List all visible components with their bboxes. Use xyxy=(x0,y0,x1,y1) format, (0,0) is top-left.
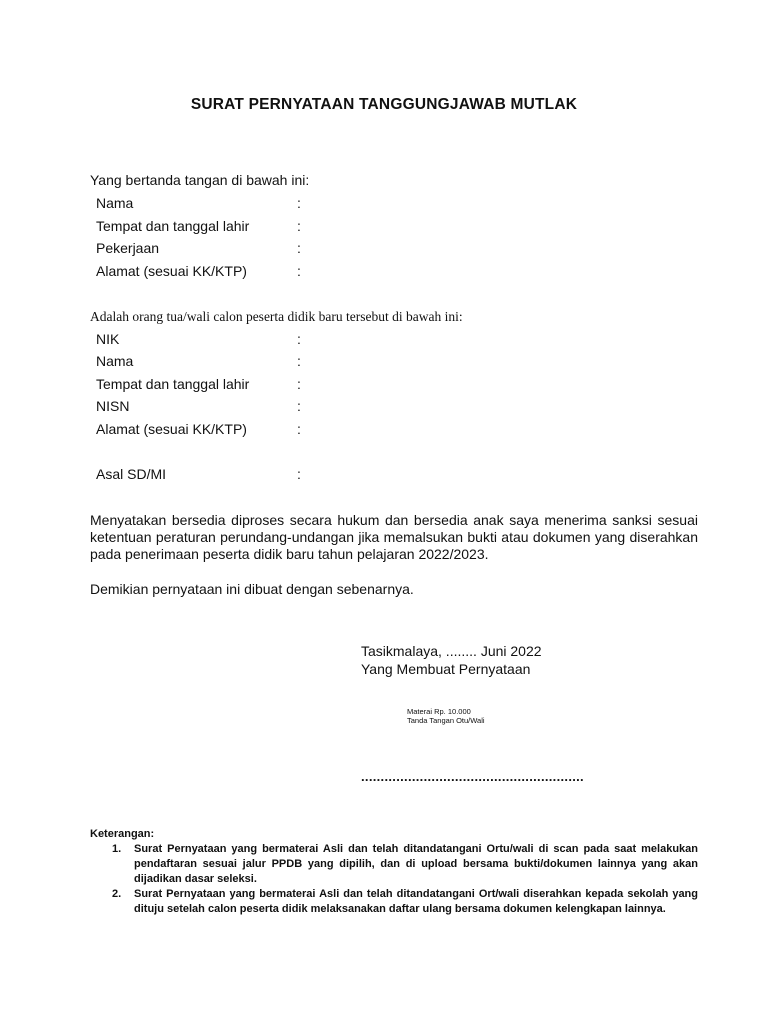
field-colon: : xyxy=(297,195,301,211)
note-item xyxy=(90,842,698,887)
note-text: Surat Pernyataan yang bermaterai Asli dan telah ditandatangani Ortu/wali di scan pada saat melakukan pendaftaran sesuai jalur PPDB yang dipilih, dan di upload bersama bukti/dokumen lainnya yang akan dijadikan dasar seleksi. xyxy=(134,843,698,885)
note-number: 2. xyxy=(112,888,122,900)
stamp-note: Materai Rp. 10.000 xyxy=(407,707,471,716)
field-colon: : xyxy=(297,240,301,256)
signature-line: ......................................................... xyxy=(361,769,584,784)
field-label: Tempat dan tanggal lahir xyxy=(96,376,250,392)
field-label: NISN xyxy=(96,398,130,414)
field-colon: : xyxy=(297,376,301,392)
closing-text: Demikian pernyataan ini dibuat dengan sebenarnya. xyxy=(90,581,414,597)
intro-text: Yang bertanda tangan di bawah ini: xyxy=(90,172,310,188)
field-label: Alamat (sesuai KK/KTP) xyxy=(96,421,247,437)
field-label: Nama xyxy=(96,353,134,369)
field-colon: : xyxy=(297,218,301,234)
field-colon: : xyxy=(297,421,301,437)
field-label: Alamat (sesuai KK/KTP) xyxy=(96,263,247,279)
signature-note: Tanda Tangan Otu/Wali xyxy=(407,716,485,725)
document-title: SURAT PERNYATAAN TANGGUNGJAWAB MUTLAK xyxy=(190,96,578,113)
field-label: Asal SD/MI xyxy=(96,466,167,482)
field-colon: : xyxy=(297,263,301,279)
note-text: Surat Pernyataan yang bermaterai Asli dan telah ditandatangani Ort/wali diserahkan kepada sekolah yang dituju setelah calon peserta didik melaksanakan daftar ulang bersama dokumen kelengkapan lainnya. xyxy=(134,888,698,915)
note-number: 1. xyxy=(112,843,122,855)
note-item xyxy=(90,887,698,917)
field-colon: : xyxy=(297,353,301,369)
field-label: Nama xyxy=(96,195,134,211)
statement-paragraph: Menyatakan bersedia diproses secara hukum dan bersedia anak saya menerima sanksi sesuai ketentuan peraturan perundang-undangan jika memalsukan bukti atau dokumen yang diserahkan pada penerimaan peserta didik baru tahun pelajaran 2022/2023. xyxy=(90,512,698,562)
place-date: Tasikmalaya, ........ Juni 2022 xyxy=(361,643,542,659)
signatory-title: Yang Membuat Pernyataan xyxy=(361,661,531,677)
child-intro-text: Adalah orang tua/wali calon peserta didik baru tersebut di bawah ini: xyxy=(90,309,463,324)
notes-heading: Keterangan: xyxy=(90,828,155,840)
field-colon: : xyxy=(297,331,301,347)
field-colon: : xyxy=(297,466,301,482)
field-label: NIK xyxy=(96,331,120,347)
field-label: Pekerjaan xyxy=(96,240,160,256)
field-colon: : xyxy=(297,398,301,414)
notes-section xyxy=(90,827,698,917)
field-label: Tempat dan tanggal lahir xyxy=(96,218,250,234)
